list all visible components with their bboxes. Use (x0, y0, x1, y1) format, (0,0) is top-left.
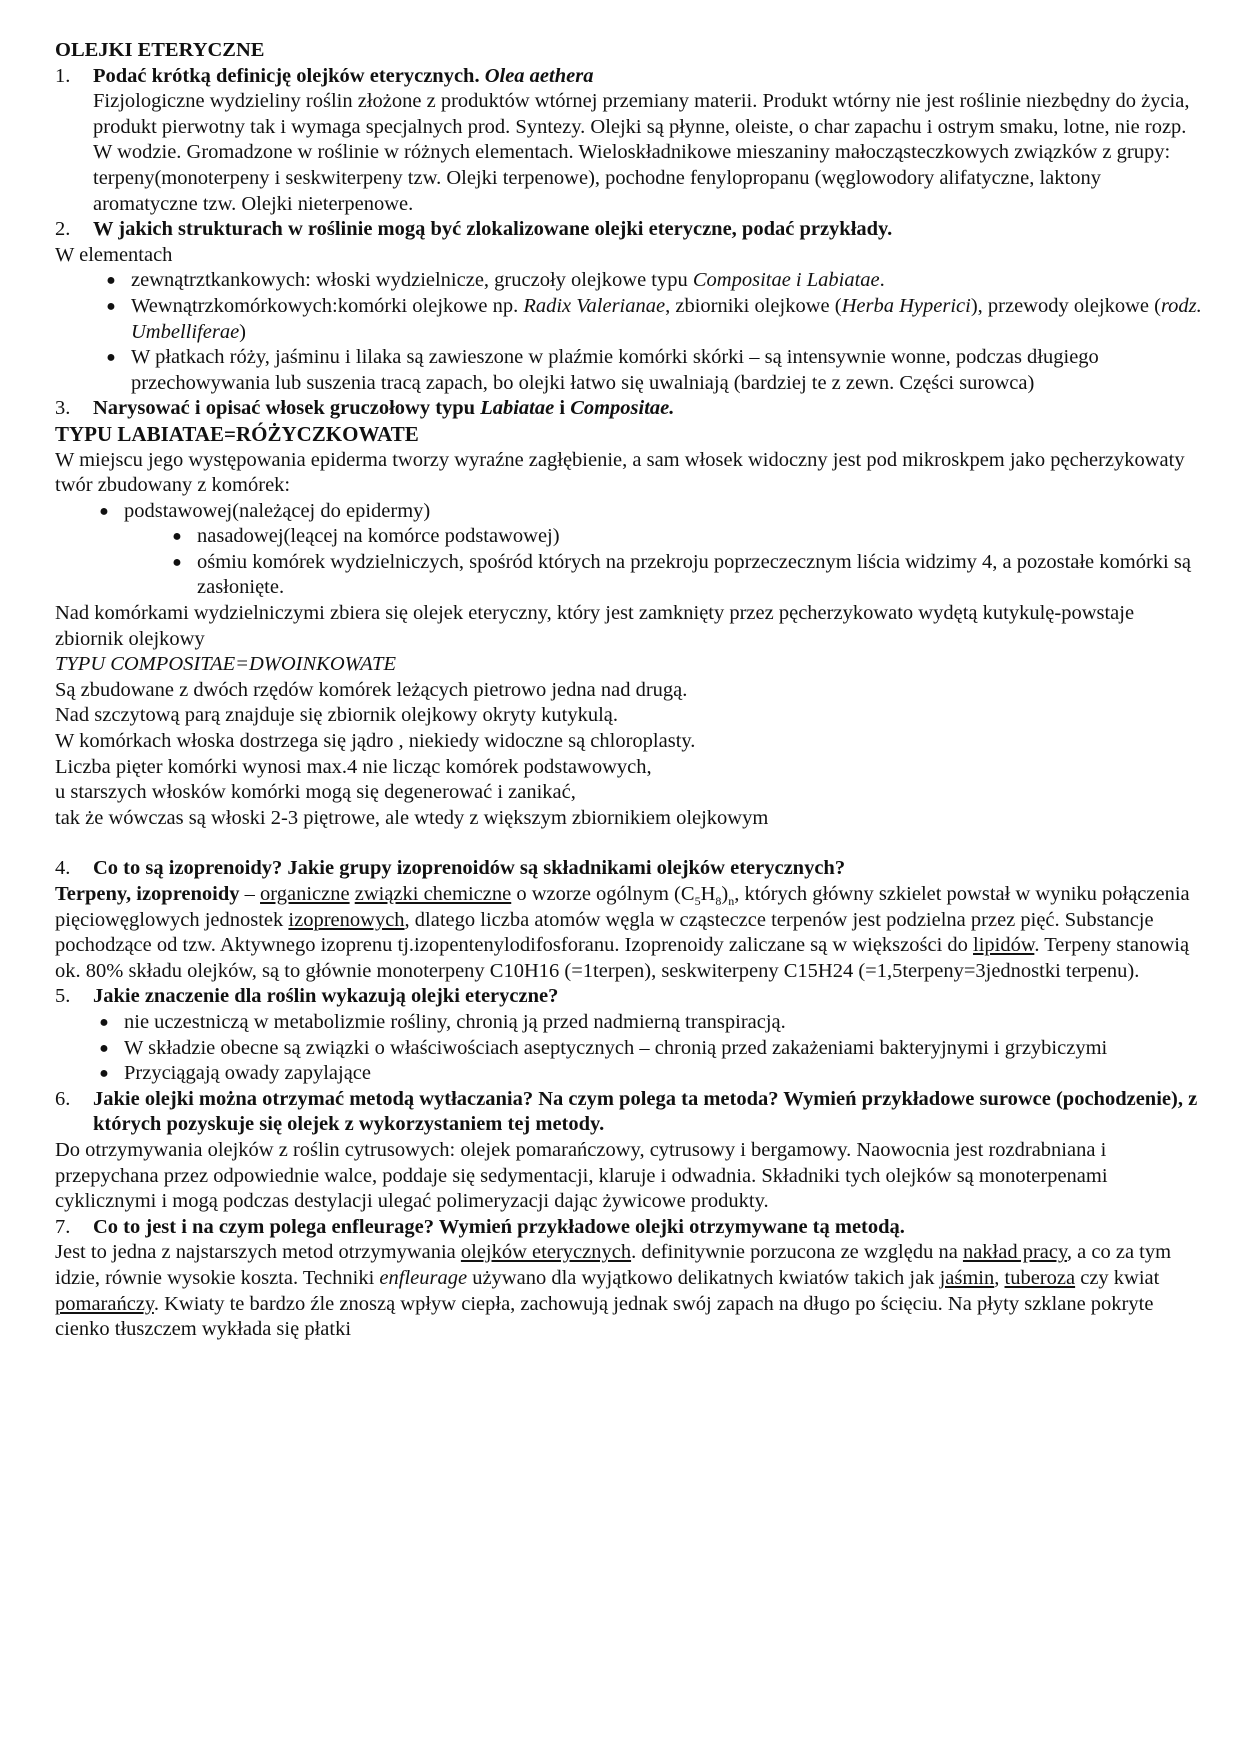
bullet-icon: ● (106, 297, 116, 315)
item-text: . (879, 269, 885, 292)
answer-2-intro: W elementach (55, 243, 173, 266)
list-item (91, 294, 1205, 345)
text: używano dla wyjątkowo delikatnych kwiatów takich jak (467, 1266, 940, 1289)
item-text: ) (239, 320, 246, 343)
question-6 (55, 1087, 1205, 1138)
latin-name: Compositae i Labiatae (692, 269, 880, 292)
text: – (239, 883, 261, 905)
latin-name: Labiatae (480, 397, 555, 420)
link-pomaranczy[interactable]: pomarańczy (55, 1292, 154, 1315)
subscript: n (728, 894, 735, 909)
answer-1: Fizjologiczne wydzieliny roślin złożone z produktów wtórnej przemiany materii. Produkt wtórny nie jest roślinie niezbędny do życia, produkt pierwotny tak i wymaga specjalnych prod. Syntezy. Olejki są płynne, oleiste, o char zapachu i ostrym smaku, lotne, nie rozp. W wodzie. Gromadzone w roślinie w różnych elementach. Wieloskładnikowe mieszaniny małocząsteczkowych związków z grupy: terpeny(monoterpeny i seskwiterpeny tzw. Olejki terpenowe), pochodne fenylopropanu (węglowodory alifatyczne, laktony aromatyczne tzw. Olejki nieterpenowe. (93, 90, 1190, 215)
question-text: Co to jest i na czym polega enfleurage? Wymień przykładowe olejki otrzymywane tą metodą. (93, 1215, 905, 1238)
link-lipidow[interactable]: lipidów (973, 934, 1035, 957)
answer-6: Do otrzymywania olejków z roślin cytrusowych: olejek pomarańczowy, cytrusowy i bergamowy. Naowocnia jest rozdrabniana i przepychana przez odpowiednie walce, poddaje się sedymentacji, klaruje i odwadnia. Składniki tych olejków są monoterpenami cyklicznymi i mogą podczas destylacji ulegać polimeryzacji dając żywicowe produkty. (55, 1138, 1108, 1213)
question-text: Jakie znaczenie dla roślin wykazują olejki eteryczne? (93, 985, 559, 1008)
latin-name: rodz. Umbelliferae (131, 294, 1202, 343)
question-2 (55, 217, 1205, 243)
link-izoprenowych[interactable]: izoprenowych (288, 908, 405, 931)
bullet-icon: ● (99, 1039, 109, 1057)
compositae-line: Liczba pięter komórki wynosi max.4 nie licząc komórek podstawowych, (55, 755, 652, 778)
link-tuberoza[interactable]: tuberoza (1004, 1266, 1076, 1289)
item-text: nie uczestniczą w metabolizmie rośliny, chronią ją przed nadmierną transpiracją. (124, 1010, 786, 1033)
bullet-icon: ● (99, 1013, 109, 1031)
labiatae-list (55, 499, 1205, 525)
item-text: W składzie obecne są związki o właściwościach aseptycznych – chronią przed zakażeniami bakteryjnymi i grzybiczymi (124, 1036, 1108, 1059)
answer-2-list (55, 268, 1205, 396)
text: , a co za tym idzie, równie wysokie koszta. Techniki (55, 1241, 1172, 1289)
labiatae-after: Nad komórkami wydzielniczymi zbiera się olejek eteryczny, który jest zamknięty przez pęcherzykowato wydętą kutykulę-powstaje zbiornik olejkowy (55, 602, 1135, 650)
latin-name: Olea aethera (484, 64, 594, 87)
compositae-line: tak że wówczas są włoski 2-3 piętrowe, ale wtedy z większym zbiornikiem olejkowym (55, 806, 769, 829)
link-jasmin[interactable]: jaśmin (939, 1266, 995, 1289)
document-page (55, 38, 1205, 1343)
question-text (93, 64, 1205, 90)
list-item (157, 524, 1205, 550)
item-text: podstawowej(należącej do epidermy) (124, 499, 431, 522)
text: . definitywnie porzucona ze względu na (631, 1241, 963, 1264)
list-item (91, 268, 1205, 294)
bullet-icon: ● (99, 502, 109, 520)
answer-5-list (55, 1010, 1205, 1087)
question-number: 7. (55, 1215, 71, 1238)
question-5 (55, 984, 1205, 1010)
list-item (84, 1010, 1205, 1036)
item-text: ), przewody olejkowe ( (970, 294, 1161, 317)
question-3 (55, 396, 1205, 422)
compositae-line: Są zbudowane z dwóch rzędów komórek leżących pietrowo jedna nad drugą. (55, 678, 688, 701)
bullet-icon: ● (99, 1065, 109, 1083)
question-7 (55, 1215, 1205, 1241)
question-number: 4. (55, 857, 71, 880)
text: , (994, 1266, 1005, 1289)
item-text: nasadowej(leącej na komórce podstawowej) (197, 525, 560, 548)
question-number: 6. (55, 1087, 71, 1110)
answer-4 (55, 882, 1205, 984)
list-item (91, 345, 1205, 396)
list-item (84, 499, 1205, 525)
question-label: i (554, 397, 571, 420)
spacer (55, 831, 1205, 856)
labiatae-sublist (55, 524, 1205, 601)
bullet-icon: ● (106, 272, 116, 290)
subscript: 8 (715, 894, 722, 909)
text: , dlatego liczba atomów węgla w cząsteczce terpenów jest podzielna przez pięć. Substancje pochodzące od tzw. Aktywnego izoprenu tj.izopentenylodifosforanu. Izoprenoidy zaliczane są w większości do (55, 908, 1154, 957)
labiatae-heading: TYPU LABIATAE=RÓŻYCZKOWATE (55, 421, 419, 446)
list-item (84, 1036, 1205, 1062)
question-text: Jakie olejki można otrzymać metodą wytłaczania? Na czym polega ta metoda? Wymień przykładowe surowce (pochodzenie), z których pozyskuje się olejek z wykorzystaniem tej metody. (93, 1087, 1198, 1136)
item-text: , zbiorniki olejkowe ( (665, 294, 842, 317)
question-text: W jakich strukturach w roślinie mogą być zlokalizowane olejki eteryczne, podać przykłady. (93, 218, 893, 241)
text: H (700, 883, 716, 905)
latin-name: Radix Valerianae (523, 294, 666, 317)
link-zwiazki-chemiczne[interactable]: związki chemiczne (354, 883, 512, 905)
item-text: W płatkach róży, jaśminu i lilaka są zawieszone w plaźmie komórki skórki – są intensywnie wonne, podczas długiego przechowywania lub suszenia tracą zapach, bo olejki łatwo się uwalniają (bardziej te z zewn. Części surowca) (131, 346, 1099, 394)
question-label: Narysować i opisać włosek gruczołowy typu (93, 397, 481, 420)
question-4 (55, 856, 1205, 882)
compositae-line: Nad szczytową parą znajduje się zbiornik olejkowy okryty kutykulą. (55, 704, 619, 727)
link-organiczne[interactable]: organiczne (260, 883, 350, 905)
latin-name: Compositae. (570, 397, 675, 420)
question-text: Co to są izoprenoidy? Jakie grupy izoprenoidów są składnikami olejków eterycznych? (93, 857, 846, 880)
compositae-line: u starszych włosków komórki mogą się degenerować i zanikać, (55, 781, 576, 804)
question-1 (55, 64, 1205, 90)
text: ) (721, 883, 729, 905)
text: czy kwiat (1075, 1266, 1160, 1289)
subscript: 5 (694, 894, 701, 909)
link-naklad-pracy[interactable]: nakład pracy (962, 1241, 1067, 1264)
text: . Kwiaty te bardzo źle znoszą wpływ ciepła, zachowują jednak swój zapach na długo po ścięciu. Na płyty szklane pokryte cienko tłuszczem wykłada się płatki (55, 1292, 1154, 1341)
list-item (157, 550, 1205, 601)
question-number: 5. (55, 985, 71, 1008)
compositae-heading: TYPU COMPOSITAE=DWOINKOWATE (55, 653, 396, 676)
text: o wzorze ogólnym (C (511, 883, 695, 905)
bullet-icon: ● (172, 528, 182, 546)
question-label: Podać krótką definicję olejków eterycznych. (93, 64, 485, 87)
item-text: Wewnątrzkomórkowych:komórki olejkowe np. (131, 294, 524, 317)
compositae-line: W komórkach włoska dostrzega się jądro , niekiedy widoczne są chloroplasty. (55, 730, 696, 753)
bullet-icon: ● (106, 349, 116, 367)
link-olejkow-eterycznych[interactable]: olejków eterycznych (460, 1241, 632, 1264)
question-text (93, 396, 1205, 422)
question-number: 1. (55, 64, 71, 87)
text: Jest to jedna z najstarszych metod otrzymywania (55, 1241, 461, 1264)
document-title: OLEJKI ETERYCZNE (55, 39, 265, 61)
italic-term: enfleurage (379, 1266, 468, 1289)
item-text: Przyciągają owady zapylające (124, 1062, 372, 1085)
term: Terpeny, izoprenoidy (55, 883, 240, 905)
labiatae-text: W miejscu jego występowania epiderma tworzy wyraźne zagłębienie, a sam włosek widoczny jest pod mikroskpem jako pęcherzykowaty twór zbudowany z komórek: (55, 448, 1185, 497)
item-text: zewnątrztkankowych: włoski wydzielnicze, gruczoły olejkowe typu (131, 269, 693, 292)
text: . Terpeny stanowią ok. 80% składu olejków, są to głównie monoterpeny C10H16 (=1terpen), seskwiterpeny C15H24 (=1,5terpeny=3jednostki terpenu). (55, 934, 1190, 982)
answer-7 (55, 1240, 1205, 1342)
question-number: 3. (55, 397, 71, 420)
item-text: ośmiu komórek wydzielniczych, spośród których na przekroju poprzeczecznym liścia widzimy 4, a pozostałe komórki są zasłonięte. (197, 550, 1191, 599)
text: , których główny szkielet powstał w wyniku połączenia pięciowęglowych jednostek (55, 883, 1190, 931)
question-number: 2. (55, 218, 71, 241)
bullet-icon: ● (172, 553, 182, 571)
list-item (84, 1061, 1205, 1087)
latin-name: Herba Hyperici (841, 294, 971, 317)
